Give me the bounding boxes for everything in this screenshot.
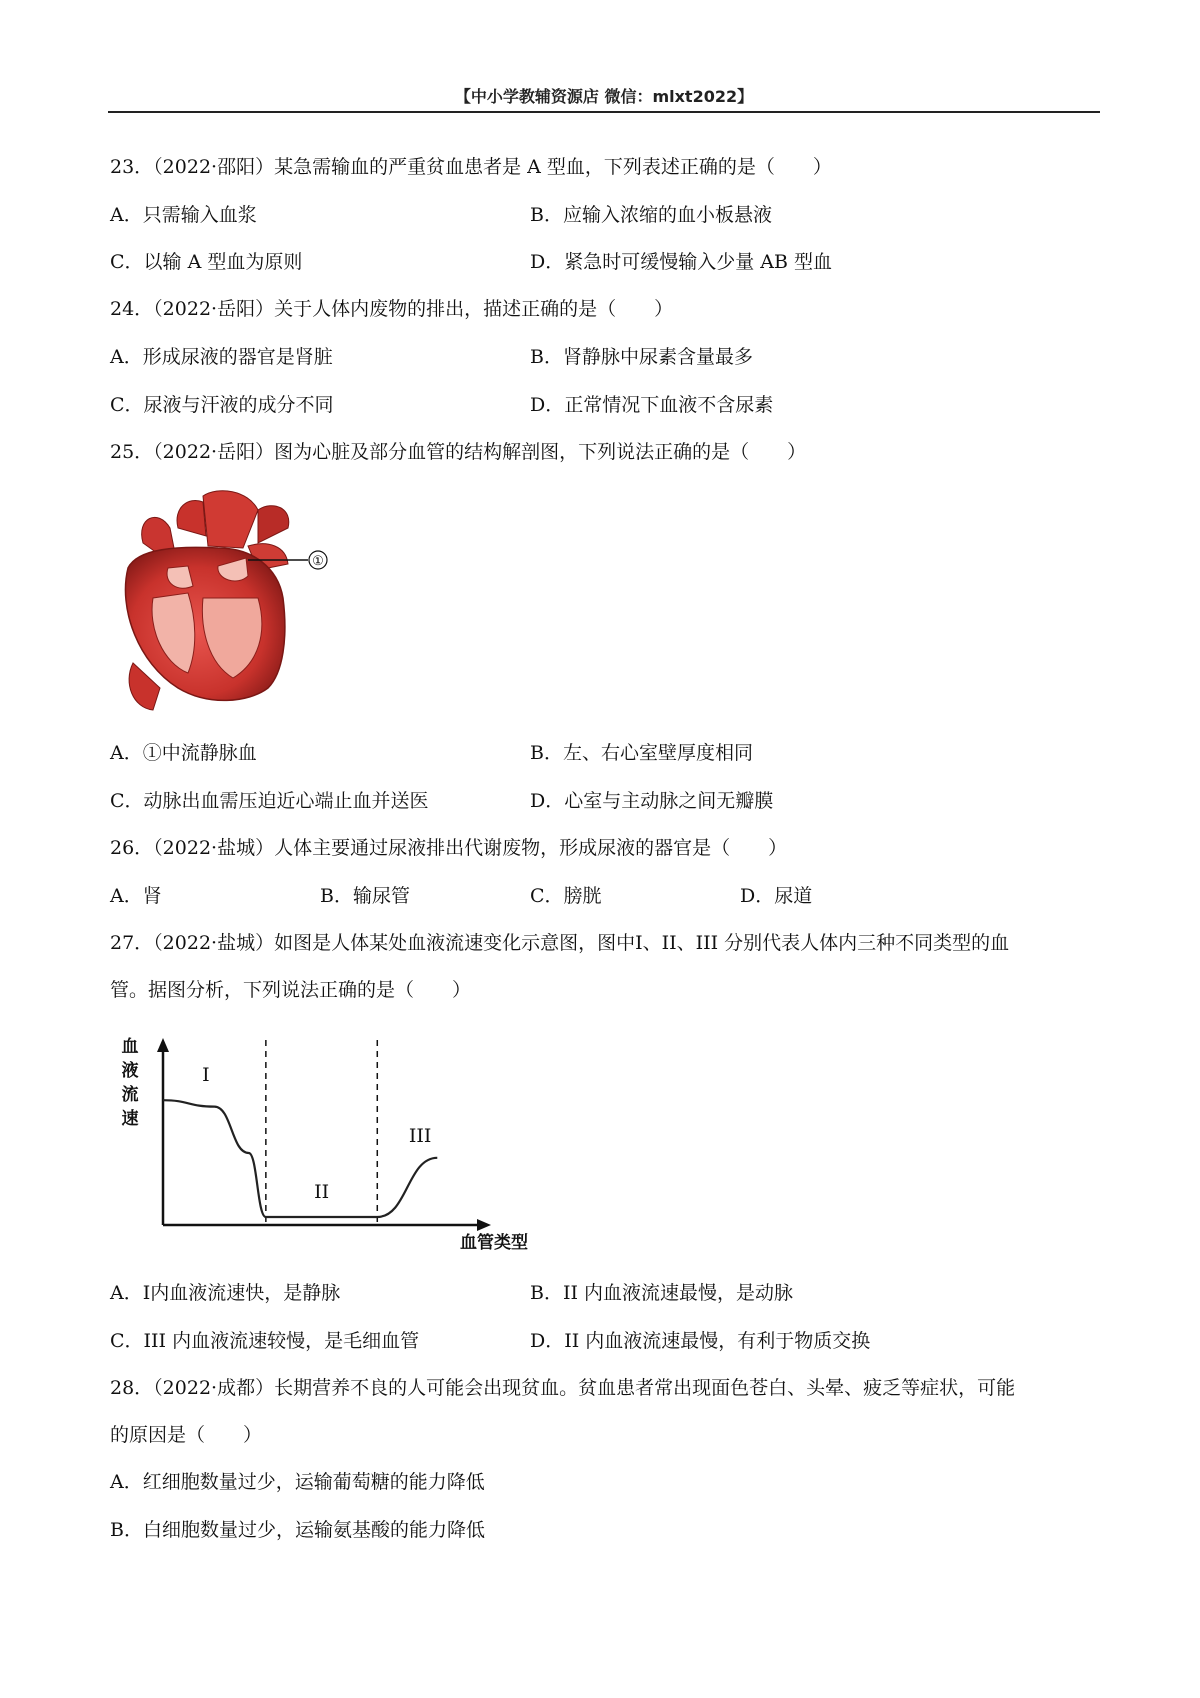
q26-option-d: D．尿道 (740, 885, 813, 907)
region-label: III (408, 1124, 432, 1147)
chart-ylabel (122, 1036, 139, 1129)
q28-option-b: B．白细胞数量过少，运输氨基酸的能力降低 (110, 1519, 485, 1541)
q27-stem-line1: 27．（2022·盐城）如图是人体某处血液流速变化示意图，图中Ⅰ、II、III 分别代表人体内三种不同类型的血 (110, 932, 1010, 954)
q26-stem: 26．（2022·盐城）人体主要通过尿液排出代谢废物，形成尿液的器官是（ ） (110, 837, 788, 859)
q28-stem-line2: 的原因是（ ） (110, 1424, 263, 1446)
x-axis-arrow (477, 1219, 491, 1231)
blood-flow-chart (118, 1030, 538, 1260)
header-divider (108, 111, 1100, 113)
q26-option-b: B．输尿管 (320, 885, 410, 907)
q28-stem-line1: 28．（2022·成都）长期营养不良的人可能会出现贫血。贫血患者常出现面色苍白、头晕、疲乏等症状，可能 (110, 1377, 1016, 1399)
q27-option-a: A．Ⅰ内血液流速快，是静脉 (110, 1282, 341, 1304)
series-i-line (163, 1100, 266, 1217)
q24-stem: 24．（2022·岳阳）关于人体内废物的排出，描述正确的是（ ） (110, 298, 674, 320)
page-header: 【中小学教辅资源店 微信：mlxt2022】 (454, 87, 754, 106)
chart-ylabel-char: 液 (121, 1061, 139, 1081)
region-label: I (202, 1064, 210, 1086)
q27-stem-line2: 管。据图分析，下列说法正确的是（ ） (110, 979, 472, 1001)
q25-option-c: C．动脉出血需压迫近心端止血并送医 (110, 790, 429, 812)
heart-diagram (108, 488, 338, 713)
chart-ylabel-char: 速 (121, 1109, 139, 1129)
region-label: II (314, 1180, 330, 1203)
q24-option-d: D．正常情况下血液不含尿素 (530, 394, 774, 416)
chart-xlabel: 血管类型 (460, 1233, 528, 1253)
q23-option-a: A．只需输入血浆 (110, 204, 257, 226)
y-axis-arrow (157, 1038, 169, 1052)
series-iii-line (377, 1158, 437, 1217)
heart-label: ① (312, 554, 324, 569)
q28-option-a: A．红细胞数量过少，运输葡萄糖的能力降低 (110, 1471, 485, 1493)
chart-region-labels (202, 1064, 431, 1203)
q27-option-d: D．II 内血液流速最慢，有利于物质交换 (530, 1330, 871, 1352)
q25-stem: 25．（2022·岳阳）图为心脏及部分血管的结构解剖图，下列说法正确的是（ ） (110, 441, 807, 463)
q27-option-b: B．II 内血液流速最慢，是动脉 (530, 1282, 794, 1304)
q25-option-b: B．左、右心室壁厚度相同 (530, 742, 753, 764)
q24-option-b: B．肾静脉中尿素含量最多 (530, 346, 753, 368)
q23-option-b: B．应输入浓缩的血小板悬液 (530, 204, 772, 226)
q26-option-c: C．膀胱 (530, 885, 602, 907)
q23-option-c: C．以输 A 型血为原则 (110, 251, 303, 273)
q23-option-d: D．紧急时可缓慢输入少量 AB 型血 (530, 251, 832, 273)
q24-option-a: A．形成尿液的器官是肾脏 (110, 346, 333, 368)
chart-series (163, 1100, 437, 1217)
chart-ylabel-char: 流 (121, 1085, 139, 1105)
q27-option-c: C．III 内血液流速较慢，是毛细血管 (110, 1330, 420, 1352)
chart-ylabel-char: 血 (121, 1037, 139, 1057)
q26-option-a: A．肾 (110, 885, 162, 907)
q25-option-a: A．①中流静脉血 (110, 742, 257, 764)
q24-option-c: C．尿液与汗液的成分不同 (110, 394, 334, 416)
q25-option-d: D．心室与主动脉之间无瓣膜 (530, 790, 774, 812)
q23-stem: 23．（2022·邵阳）某急需输血的严重贫血患者是 A 型血，下列表述正确的是（ ） (110, 156, 832, 178)
